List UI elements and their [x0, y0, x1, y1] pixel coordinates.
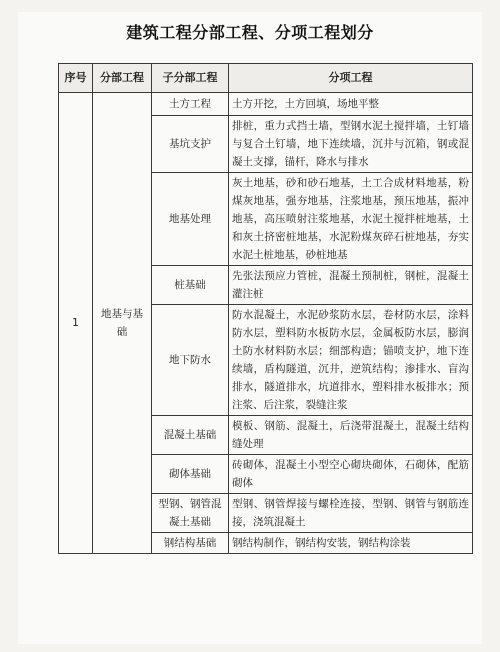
subdivision-name: 地下防水: [152, 305, 229, 416]
subdivision-name: 地基处理: [152, 173, 229, 266]
subdivision-items: 排桩，重力式挡土墙，型钢水泥土搅拌墙，土钉墙与复合土钉墙，地下连续墙，沉井与沉箱，钢或混凝土支撑，锚杆，降水与排水: [229, 116, 473, 173]
subdivision-items: 防水混凝土，水泥砂浆防水层，卷材防水层，涂料防水层，塑料防水板防水层，金属板防水层，膨润土防水材料防水层；细部构造；锚喷支护，地下连续墙，盾构隧道，沉井，逆筑结构；渗排水、盲沟排水，隧道排水，坑道排水，塑料排水板排水；预注浆、后注浆，裂缝注浆: [229, 305, 473, 416]
page-title: 建筑工程分部工程、分项工程划分: [126, 23, 374, 42]
subdivision-name: 土方工程: [152, 93, 229, 116]
subdivision-name: 钢结构基础: [152, 533, 229, 554]
division-name: 地基与基础: [93, 93, 152, 554]
subdivision-items: 灰土地基，砂和砂石地基，土工合成材料地基，粉煤灰地基，强夯地基，注浆地基，预压地基，振冲地基，高压喷射注浆地基，水泥土搅拌桩地基，土和灰土挤密桩地基，水泥粉煤灰碎石桩地基，夯实水泥土桩地基，砂桩地基: [229, 173, 473, 266]
header-no: 序号: [59, 64, 93, 93]
subdivision-name: 砌体基础: [152, 455, 229, 494]
header-subdivision: 子分部工程: [152, 64, 229, 93]
subdivision-items: 砖砌体，混凝土小型空心砌块砌体，石砌体，配筋砌体: [229, 455, 473, 494]
subdivision-name: 基坑支护: [152, 116, 229, 173]
subdivision-items: 先张法预应力管桩，混凝土预制桩，钢桩，混凝土灌注桩: [229, 266, 473, 305]
subdivision-name: 型钢、钢管混凝土基础: [152, 494, 229, 533]
row-number: 1: [59, 93, 93, 554]
subdivision-items: 土方开挖，土方回填，场地平整: [229, 93, 473, 116]
subdivision-items: 型钢、钢管焊接与螺栓连接，型钢、钢管与钢筋连接，浇筑混凝土: [229, 494, 473, 533]
subdivision-items: 模板、钢筋、混凝土，后浇带混凝土，混凝土结构缝处理: [229, 416, 473, 455]
division-table: [58, 63, 473, 554]
subdivision-items: 钢结构制作，钢结构安装，钢结构涂装: [229, 533, 473, 554]
header-division: 分部工程: [93, 64, 152, 93]
header-items: 分项工程: [229, 64, 473, 93]
subdivision-name: 混凝土基础: [152, 416, 229, 455]
subdivision-name: 桩基础: [152, 266, 229, 305]
table-header-row: [59, 64, 473, 93]
table-row: [59, 93, 473, 116]
